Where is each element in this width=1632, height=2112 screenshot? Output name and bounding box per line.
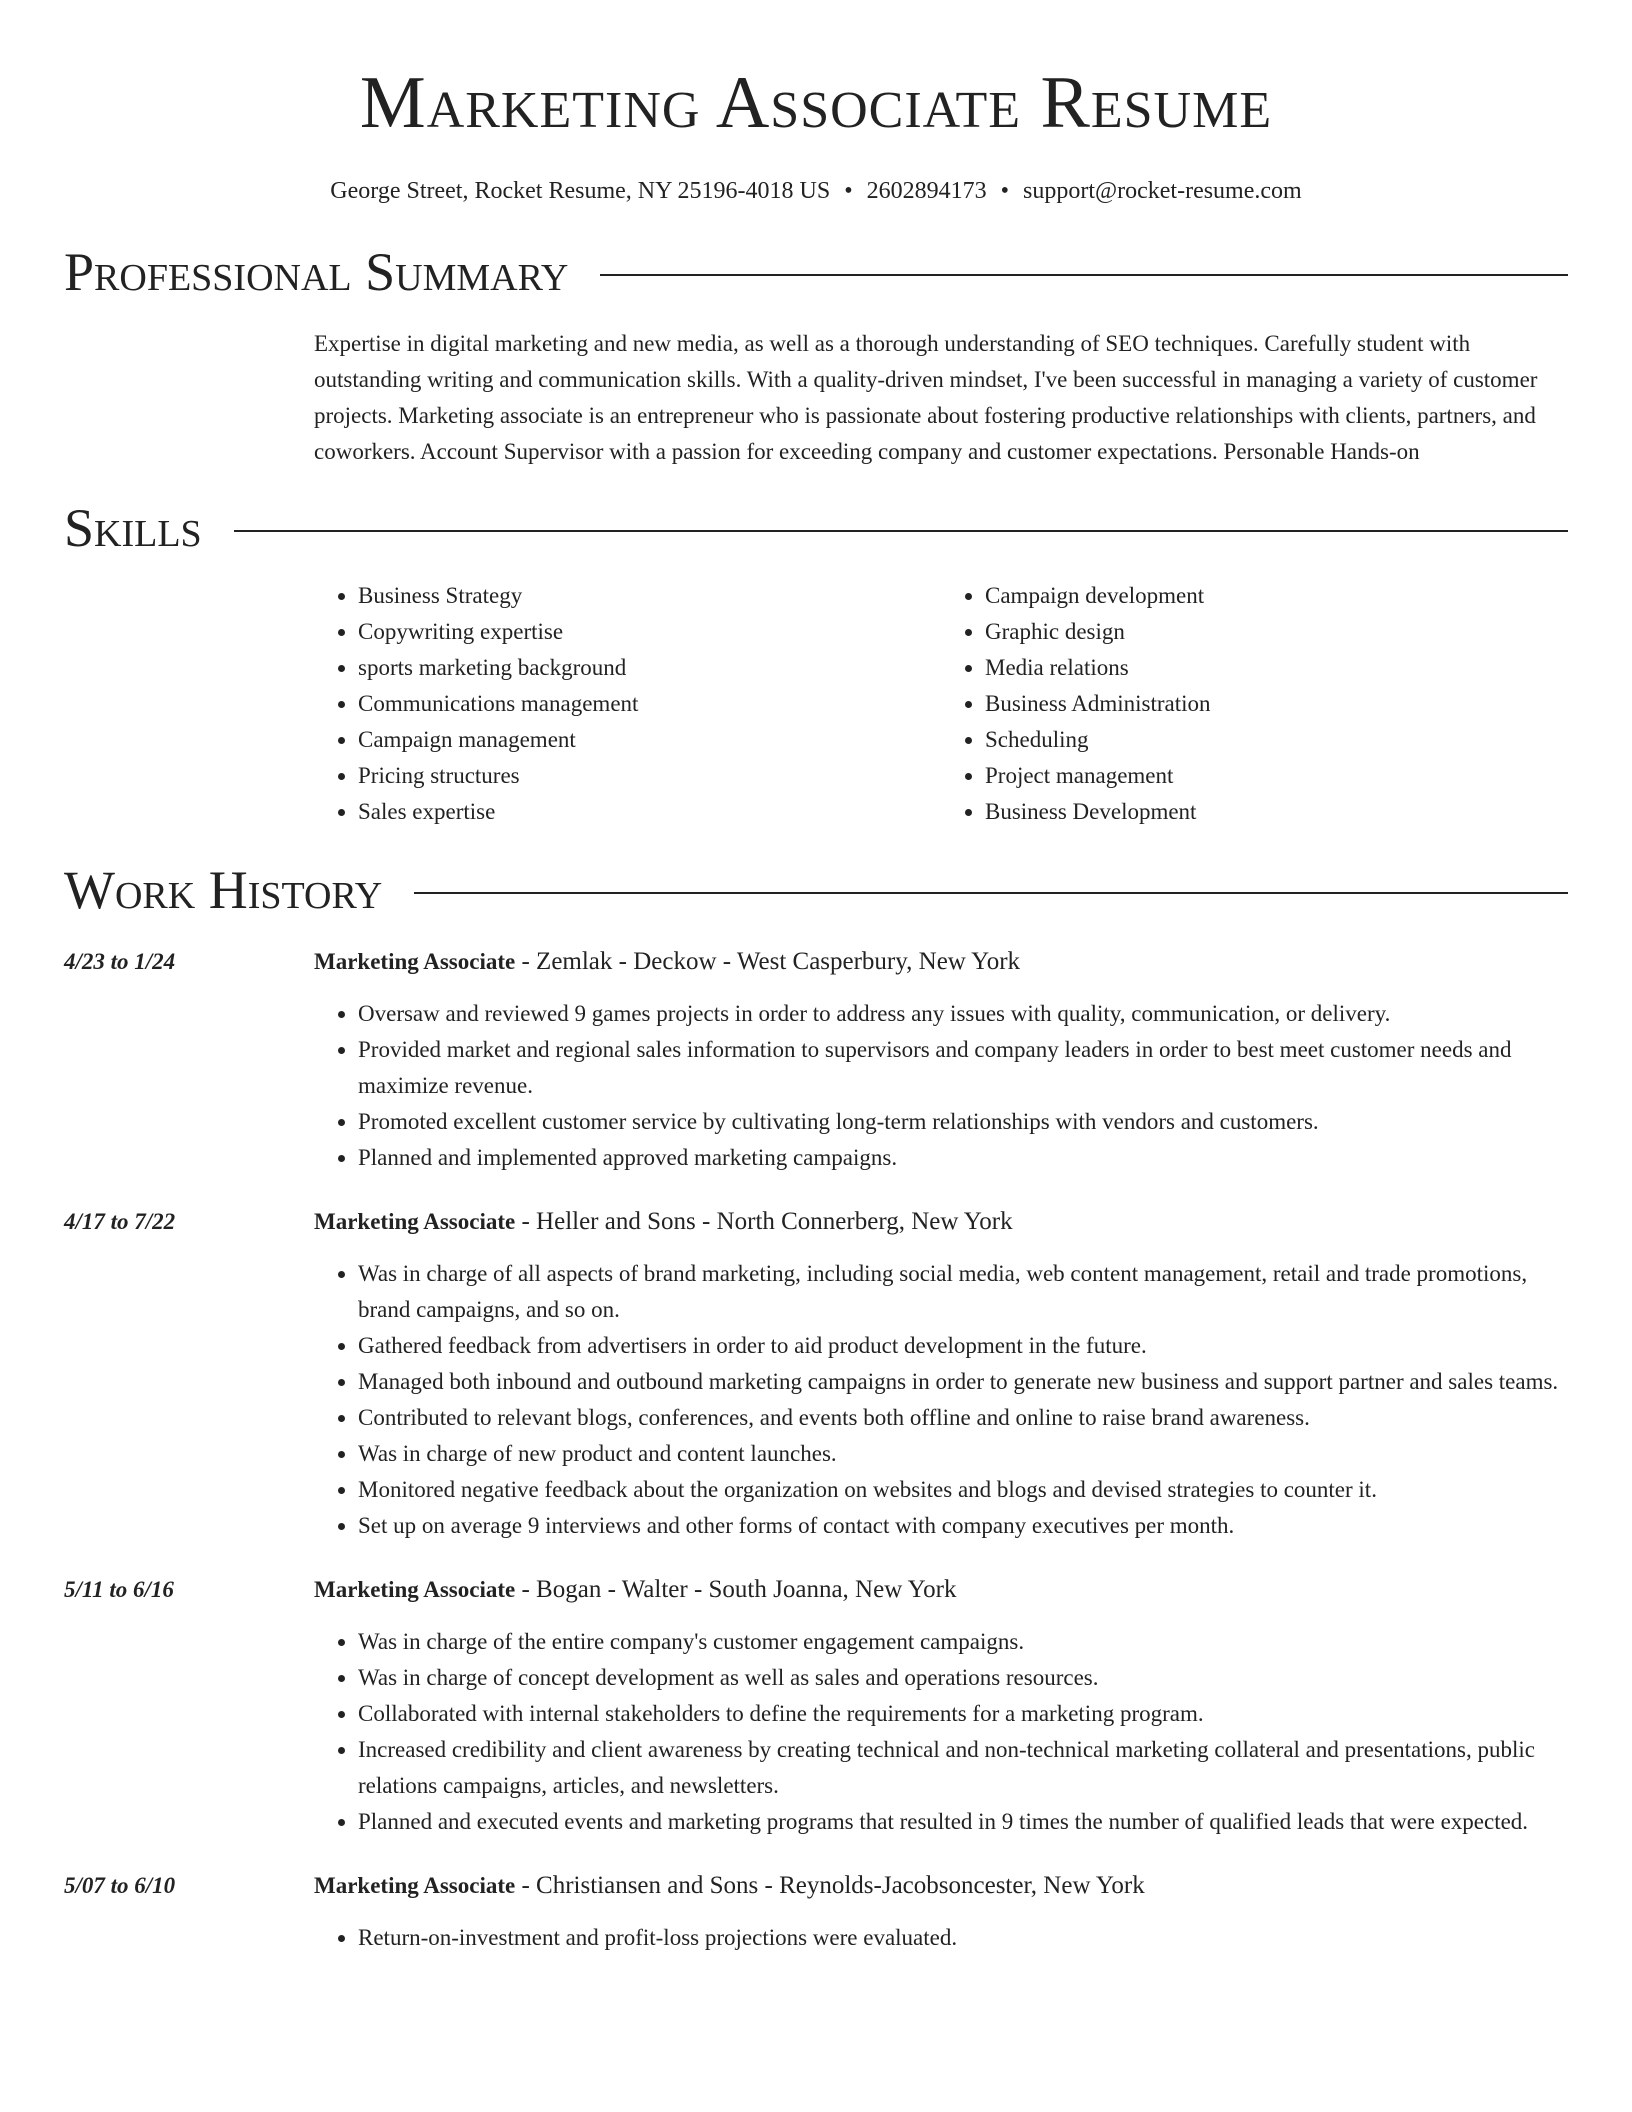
skill-item: • Scheduling: [985, 722, 1568, 758]
job-title: Marketing Associate: [314, 1209, 516, 1234]
job-bullets: [314, 1256, 1568, 1544]
job-dates: 5/07 to 6/10: [64, 1873, 176, 1898]
skill-item: • Business Development: [985, 794, 1568, 830]
job-entry: [64, 1572, 1568, 1840]
skills-section: [64, 496, 1568, 830]
summary-heading: Professional Summary: [64, 242, 569, 302]
skill-item: • Sales expertise: [358, 794, 941, 830]
skills-list: [314, 578, 1568, 830]
job-title: Marketing Associate: [314, 1577, 516, 1602]
contact-line: [64, 176, 1568, 206]
job-header: [314, 1868, 1568, 1904]
job-bullet: • Oversaw and reviewed 9 games projects in order to address any issues with quality, communication, or delivery.: [358, 996, 1568, 1032]
skill-item: • Campaign development: [985, 578, 1568, 614]
summary-heading-row: [64, 240, 1568, 304]
skill-item: • Media relations: [985, 650, 1568, 686]
job-dates: 4/17 to 7/22: [64, 1209, 176, 1234]
skills-column-left: [314, 578, 941, 830]
resume-title: Marketing Associate Resume: [359, 62, 1273, 144]
job-dates: 5/11 to 6/16: [64, 1577, 174, 1602]
contact-address: George Street, Rocket Resume, NY 25196-4018 US: [330, 178, 831, 204]
job-body: [314, 1204, 1568, 1544]
summary-section: [64, 240, 1568, 470]
job-bullet: • Was in charge of the entire company's customer engagement campaigns.: [358, 1624, 1568, 1660]
job-bullet: • Increased credibility and client awareness by creating technical and non-technical marketing collateral and presentations, public relations campaigns, articles, and newsletters.: [358, 1732, 1568, 1804]
section-divider: [414, 892, 1568, 894]
job-bullet: • Was in charge of concept development as well as sales and operations resources.: [358, 1660, 1568, 1696]
skill-item: • Pricing structures: [358, 758, 941, 794]
contact-separator: •: [1000, 178, 1010, 204]
skills-heading-row: [64, 496, 1568, 560]
job-bullet: • Managed both inbound and outbound marketing campaigns in order to generate new business and support partner and sales teams.: [358, 1364, 1568, 1400]
job-bullet: • Collaborated with internal stakeholders to define the requirements for a marketing program.: [358, 1696, 1568, 1732]
skill-item: • Business Administration: [985, 686, 1568, 722]
section-divider: [600, 274, 1568, 276]
contact-email: support@rocket-resume.com: [1023, 178, 1302, 204]
job-bullet: • Was in charge of new product and content launches.: [358, 1436, 1568, 1472]
job-bullets: [314, 1920, 1568, 1956]
job-bullet: • Return-on-investment and profit-loss projections were evaluated.: [358, 1920, 1568, 1956]
job-company: - Christiansen and Sons - Reynolds-Jacobsoncester, New York: [515, 1872, 1145, 1899]
skill-item: • Campaign management: [358, 722, 941, 758]
job-bullet: • Provided market and regional sales information to supervisors and company leaders in order to best meet customer needs and maximize revenue.: [358, 1032, 1568, 1104]
job-company: - Zemlak - Deckow - West Casperbury, New York: [515, 948, 1021, 975]
job-title: Marketing Associate: [314, 949, 516, 974]
job-bullet: • Was in charge of all aspects of brand marketing, including social media, web content management, retail and trade promotions, brand campaigns, and so on.: [358, 1256, 1568, 1328]
job-bullet: • Promoted excellent customer service by cultivating long-term relationships with vendors and customers.: [358, 1104, 1568, 1140]
job-header: [314, 1204, 1568, 1240]
job-dates: 4/23 to 1/24: [64, 949, 176, 974]
job-bullet: • Planned and executed events and marketing programs that resulted in 9 times the number of qualified leads that were expected.: [358, 1804, 1568, 1840]
skill-item: • Project management: [985, 758, 1568, 794]
skill-item: • Communications management: [358, 686, 941, 722]
job-bullets: [314, 996, 1568, 1176]
summary-text: Expertise in digital marketing and new media, as well as a thorough understanding of SEO techniques. Carefully student with outstanding writing and communication skills. With a quality-driven mindset, I've been successful in managing a variety of customer projects. Marketing associate is an entrepreneur who is passionate about fostering productive relationships with clients, partners, and coworkers. Account Supervisor with a passion for exceeding company and customer expectations. Personable Hands-on: [314, 331, 1538, 464]
job-header: [314, 944, 1568, 980]
skills-heading: Skills: [64, 498, 202, 558]
contact-phone: 2602894173: [866, 178, 987, 204]
skill-item: • Business Strategy: [358, 578, 941, 614]
job-company: - Bogan - Walter - South Joanna, New York: [515, 1576, 957, 1603]
work-history-section: [64, 858, 1568, 1956]
job-bullet: • Contributed to relevant blogs, conferences, and events both offline and online to raise brand awareness.: [358, 1400, 1568, 1436]
job-entry: [64, 1868, 1568, 1956]
section-divider: [234, 530, 1568, 532]
job-bullet: • Gathered feedback from advertisers in order to aid product development in the future.: [358, 1328, 1568, 1364]
job-bullet: • Monitored negative feedback about the organization on websites and blogs and devised strategies to counter it.: [358, 1472, 1568, 1508]
job-body: [314, 1868, 1568, 1956]
job-title: Marketing Associate: [314, 1873, 516, 1898]
skills-column-right: [941, 578, 1568, 830]
job-company: - Heller and Sons - North Connerberg, New York: [515, 1208, 1013, 1235]
job-bullet: • Planned and implemented approved marketing campaigns.: [358, 1140, 1568, 1176]
work-history-heading: Work History: [64, 860, 383, 920]
job-bullet: • Set up on average 9 interviews and other forms of contact with company executives per month.: [358, 1508, 1568, 1544]
job-header: [314, 1572, 1568, 1608]
work-heading-row: [64, 858, 1568, 922]
skill-item: • Graphic design: [985, 614, 1568, 650]
contact-separator: •: [844, 178, 853, 204]
job-entry: [64, 1204, 1568, 1544]
job-bullets: [314, 1624, 1568, 1840]
skill-item: • Copywriting expertise: [358, 614, 941, 650]
job-body: [314, 1572, 1568, 1840]
job-body: [314, 944, 1568, 1176]
skill-item: • sports marketing background: [358, 650, 941, 686]
job-entry: [64, 944, 1568, 1176]
